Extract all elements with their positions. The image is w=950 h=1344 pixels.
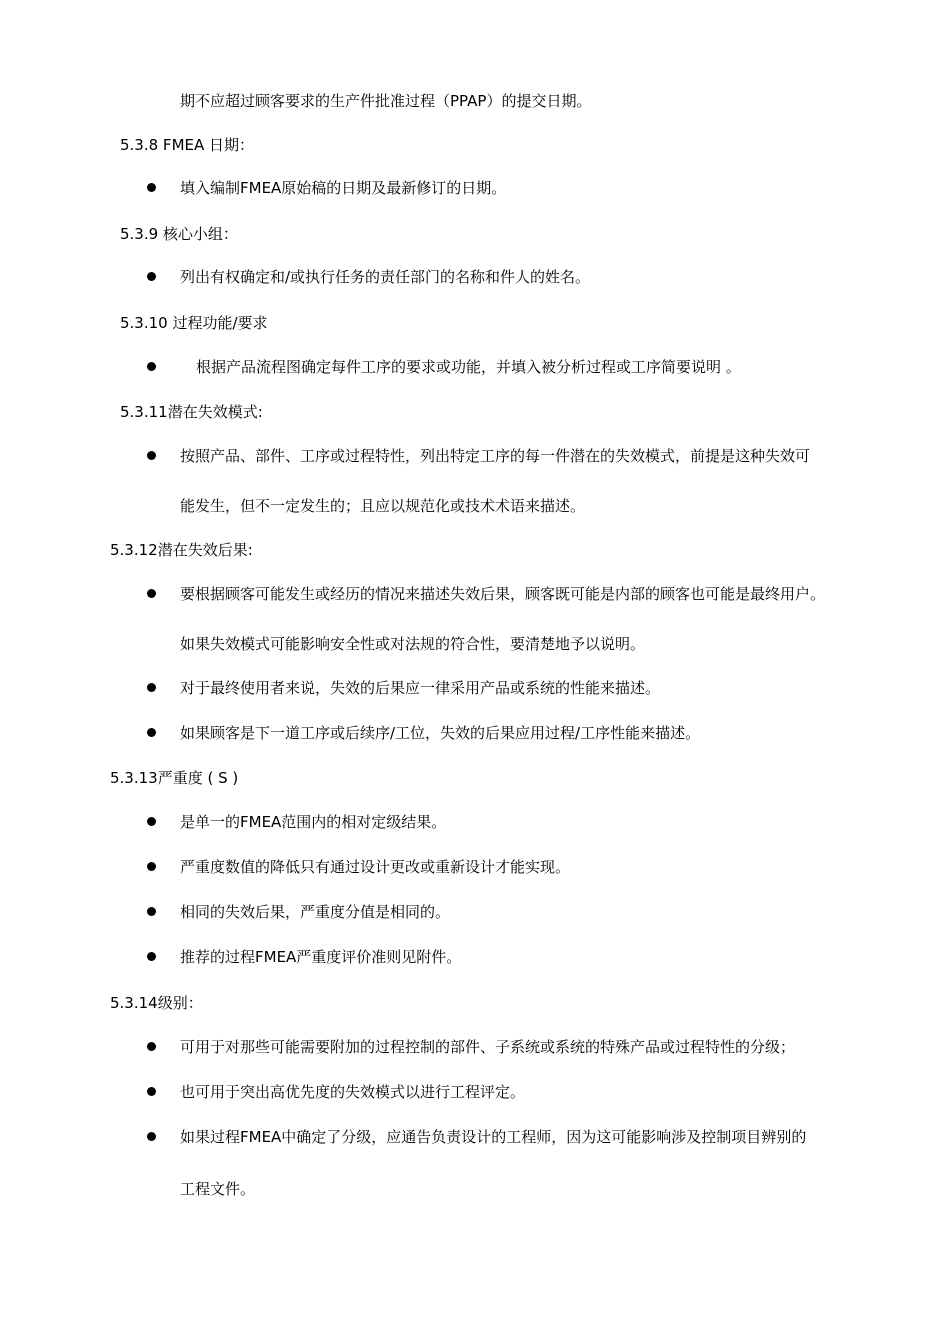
bullet-icon xyxy=(147,952,156,961)
bullet-icon xyxy=(147,907,156,916)
section-heading-5-3-11: 5.3.11潜在失效模式: xyxy=(120,403,263,421)
bullet-text-continuation: 如果失效模式可能影响安全性或对法规的符合性，要清楚地予以说明。 xyxy=(180,635,646,653)
bullet-text: 也可用于突出高优先度的失效模式以进行工程评定。 xyxy=(180,1083,526,1101)
bullet-text: 相同的失效后果，严重度分值是相同的。 xyxy=(180,903,451,921)
bullet-icon xyxy=(147,1087,156,1096)
bullet-icon xyxy=(147,862,156,871)
bullet-text: 可用于对那些可能需要附加的过程控制的部件、子系统或系统的特殊产品或过程特性的分级； xyxy=(180,1038,796,1056)
section-heading-5-3-10: 5.3.10 过程功能/要求 xyxy=(120,314,268,332)
bullet-text: 严重度数值的降低只有通过设计更改或重新设计才能实现。 xyxy=(180,858,571,876)
bullet-text: 推荐的过程FMEA严重度评价准则见附件。 xyxy=(180,948,462,966)
section-heading-5-3-9: 5.3.9 核心小组： xyxy=(120,225,238,243)
section-heading-5-3-12: 5.3.12潜在失效后果: xyxy=(110,541,253,559)
section-heading-5-3-8: 5.3.8 FMEA 日期： xyxy=(120,136,255,154)
bullet-text-continuation: 能发生，但不一定发生的；且应以规范化或技术术语来描述。 xyxy=(180,497,586,515)
bullet-text: 按照产品、部件、工序或过程特性，列出特定工序的每一件潜在的失效模式，前提是这种失效可 xyxy=(180,447,811,465)
bullet-text: 如果顾客是下一道工序或后续序/工位，失效的后果应用过程/工序性能来描述。 xyxy=(180,724,701,742)
bullet-icon xyxy=(147,1042,156,1051)
bullet-icon xyxy=(147,817,156,826)
section-heading-5-3-14: 5.3.14级别： xyxy=(110,994,203,1012)
section-heading-5-3-13: 5.3.13严重度 ( S ) xyxy=(110,769,239,787)
bullet-icon xyxy=(147,589,156,598)
bullet-icon xyxy=(147,362,156,371)
bullet-icon xyxy=(147,272,156,281)
bullet-icon xyxy=(147,1132,156,1141)
bullet-text: 根据产品流程图确定每件工序的要求或功能，并填入被分析过程或工序简要说明 。 xyxy=(196,358,741,376)
bullet-text: 对于最终使用者来说，失效的后果应一律采用产品或系统的性能来描述。 xyxy=(180,679,661,697)
bullet-icon xyxy=(147,183,156,192)
bullet-icon xyxy=(147,683,156,692)
bullet-icon xyxy=(147,451,156,460)
bullet-text: 是单一的FMEA范围内的相对定级结果。 xyxy=(180,813,447,831)
bullet-text: 列出有权确定和/或执行任务的责任部门的名称和件人的姓名。 xyxy=(180,268,591,286)
bullet-text: 要根据顾客可能发生或经历的情况来描述失效后果，顾客既可能是内部的顾客也可能是最终用户。 xyxy=(180,585,826,603)
bullet-text-continuation: 工程文件。 xyxy=(180,1180,256,1198)
bullet-icon xyxy=(147,728,156,737)
intro-continuation-text: 期不应超过顾客要求的生产件批准过程（PPAP）的提交日期。 xyxy=(180,92,592,110)
bullet-text: 填入编制FMEA原始稿的日期及最新修订的日期。 xyxy=(180,179,507,197)
bullet-text: 如果过程FMEA中确定了分级，应通告负责设计的工程师，因为这可能影响涉及控制项目辨别的 xyxy=(180,1128,807,1146)
